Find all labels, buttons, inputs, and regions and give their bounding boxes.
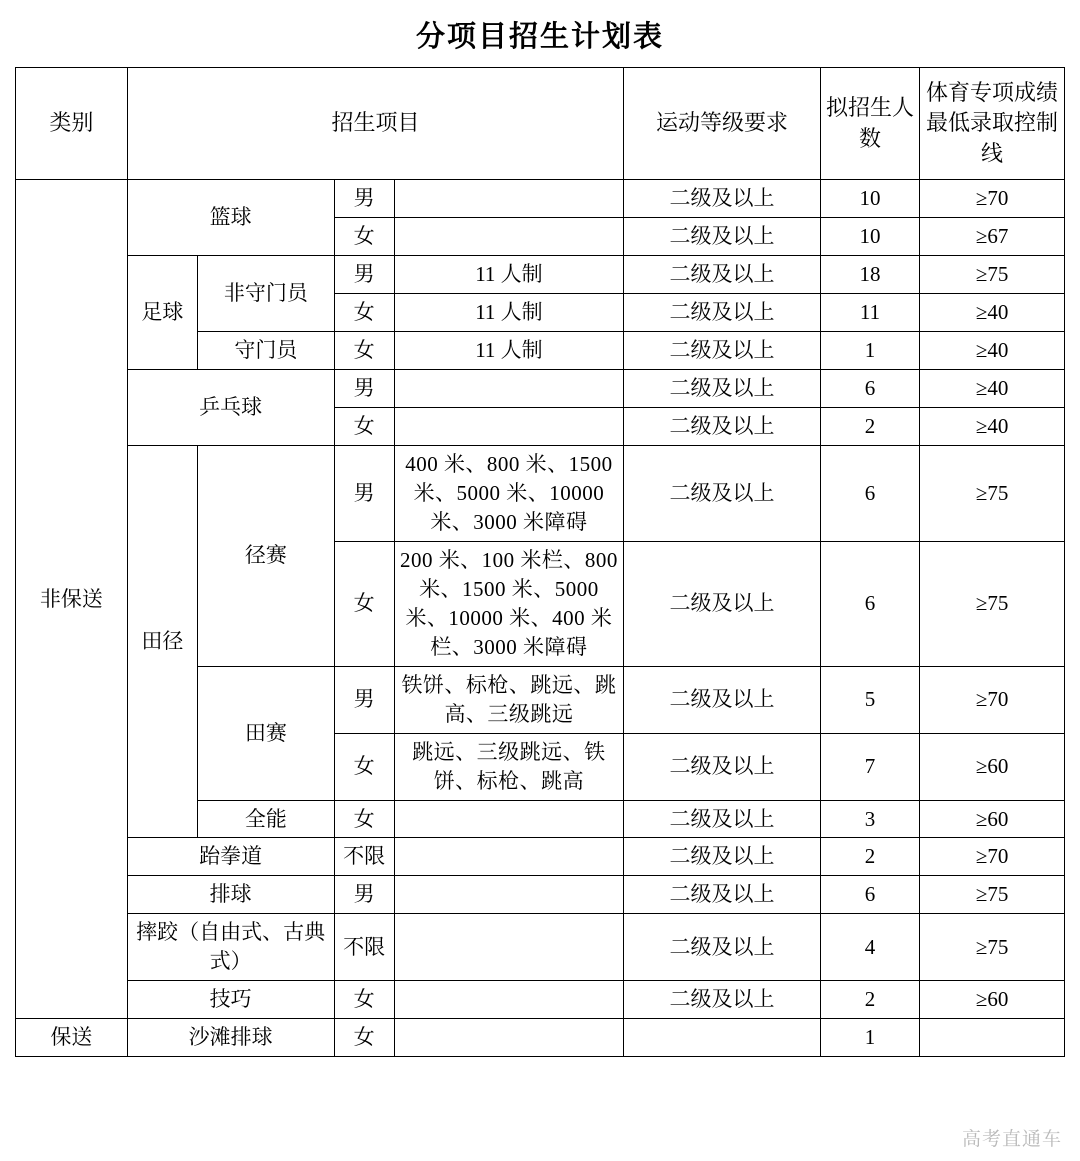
cell-gender: 女 bbox=[334, 1019, 394, 1057]
cell-gender: 不限 bbox=[334, 838, 394, 876]
cell-sport-football: 足球 bbox=[127, 256, 197, 370]
cell-level: 二级及以上 bbox=[624, 407, 821, 445]
cell-gender: 女 bbox=[334, 981, 394, 1019]
header-category: 类别 bbox=[16, 68, 128, 180]
cell-detail bbox=[394, 838, 624, 876]
cell-score: ≥60 bbox=[920, 733, 1065, 800]
cell-gender: 女 bbox=[334, 541, 394, 666]
cell-level: 二级及以上 bbox=[624, 218, 821, 256]
cell-score: ≥75 bbox=[920, 876, 1065, 914]
cell-level bbox=[624, 1019, 821, 1057]
table-row bbox=[16, 876, 1065, 914]
cell-quota: 6 bbox=[820, 369, 919, 407]
cell-score: ≥75 bbox=[920, 541, 1065, 666]
cell-sport-beach-volleyball: 沙滩排球 bbox=[127, 1019, 334, 1057]
cell-gender: 男 bbox=[334, 369, 394, 407]
cell-detail bbox=[394, 914, 624, 981]
cell-sport-table-tennis: 乒乓球 bbox=[127, 369, 334, 445]
cell-level: 二级及以上 bbox=[624, 369, 821, 407]
cell-quota: 5 bbox=[820, 666, 919, 733]
cell-level: 二级及以上 bbox=[624, 541, 821, 666]
cell-score: ≥60 bbox=[920, 981, 1065, 1019]
cell-detail bbox=[394, 800, 624, 838]
cell-gender: 男 bbox=[334, 876, 394, 914]
table-row bbox=[16, 1019, 1065, 1057]
header-quota: 拟招生人数 bbox=[820, 68, 919, 180]
cell-level: 二级及以上 bbox=[624, 800, 821, 838]
cell-level: 二级及以上 bbox=[624, 838, 821, 876]
cell-gender: 女 bbox=[334, 800, 394, 838]
cell-score: ≥75 bbox=[920, 256, 1065, 294]
cell-gender: 女 bbox=[334, 293, 394, 331]
cell-level: 二级及以上 bbox=[624, 666, 821, 733]
cell-gender: 女 bbox=[334, 733, 394, 800]
cell-score: ≥70 bbox=[920, 838, 1065, 876]
table-row bbox=[16, 914, 1065, 981]
page-title: 分项目招生计划表 bbox=[415, 21, 664, 53]
cell-quota: 2 bbox=[820, 838, 919, 876]
cell-score: ≥75 bbox=[920, 914, 1065, 981]
cell-detail: 200 米、100 米栏、800 米、1500 米、5000 米、10000 米、400 米栏、3000 米障碍 bbox=[394, 541, 624, 666]
cell-quota: 3 bbox=[820, 800, 919, 838]
cell-sub-outfield: 非守门员 bbox=[198, 256, 335, 332]
cell-sub-track: 径赛 bbox=[198, 445, 335, 666]
admission-plan-table bbox=[15, 67, 1065, 1057]
cell-quota: 10 bbox=[820, 218, 919, 256]
cell-level: 二级及以上 bbox=[624, 914, 821, 981]
cell-detail bbox=[394, 218, 624, 256]
cell-score: ≥60 bbox=[920, 800, 1065, 838]
cell-detail bbox=[394, 876, 624, 914]
cell-gender: 不限 bbox=[334, 914, 394, 981]
cell-score: ≥70 bbox=[920, 666, 1065, 733]
cell-detail: 11 人制 bbox=[394, 331, 624, 369]
header-level: 运动等级要求 bbox=[624, 68, 821, 180]
cell-sport-basketball: 篮球 bbox=[127, 180, 334, 256]
cell-detail bbox=[394, 981, 624, 1019]
cell-score bbox=[920, 1019, 1065, 1057]
cell-quota: 1 bbox=[820, 1019, 919, 1057]
cell-quota: 6 bbox=[820, 445, 919, 541]
cell-sport-volleyball: 排球 bbox=[127, 876, 334, 914]
cell-detail bbox=[394, 407, 624, 445]
cell-detail bbox=[394, 1019, 624, 1057]
cell-level: 二级及以上 bbox=[624, 733, 821, 800]
cell-score: ≥40 bbox=[920, 293, 1065, 331]
cell-level: 二级及以上 bbox=[624, 445, 821, 541]
cell-detail bbox=[394, 180, 624, 218]
cell-level: 二级及以上 bbox=[624, 180, 821, 218]
cell-score: ≥75 bbox=[920, 445, 1065, 541]
table-row bbox=[16, 981, 1065, 1019]
cell-quota: 2 bbox=[820, 407, 919, 445]
cell-level: 二级及以上 bbox=[624, 256, 821, 294]
cell-category-non-recommend: 非保送 bbox=[16, 180, 128, 1019]
cell-gender: 男 bbox=[334, 180, 394, 218]
table-row bbox=[16, 445, 1065, 541]
cell-detail: 11 人制 bbox=[394, 256, 624, 294]
table-row bbox=[16, 256, 1065, 294]
table-row bbox=[16, 180, 1065, 218]
cell-quota: 1 bbox=[820, 331, 919, 369]
cell-level: 二级及以上 bbox=[624, 293, 821, 331]
cell-sport-acrobatics: 技巧 bbox=[127, 981, 334, 1019]
cell-quota: 4 bbox=[820, 914, 919, 981]
header-program: 招生项目 bbox=[127, 68, 624, 180]
cell-detail: 铁饼、标枪、跳远、跳高、三级跳远 bbox=[394, 666, 624, 733]
cell-gender: 女 bbox=[334, 407, 394, 445]
cell-sport-athletics: 田径 bbox=[127, 445, 197, 838]
cell-sub-allround: 全能 bbox=[198, 800, 335, 838]
table-header bbox=[16, 68, 1065, 180]
cell-gender: 女 bbox=[334, 331, 394, 369]
cell-gender: 女 bbox=[334, 218, 394, 256]
cell-gender: 男 bbox=[334, 666, 394, 733]
cell-level: 二级及以上 bbox=[624, 876, 821, 914]
cell-level: 二级及以上 bbox=[624, 981, 821, 1019]
header-score: 体育专项成绩最低录取控制线 bbox=[920, 68, 1065, 180]
cell-category-recommend: 保送 bbox=[16, 1019, 128, 1057]
cell-sport-taekwondo: 跆拳道 bbox=[127, 838, 334, 876]
cell-detail: 11 人制 bbox=[394, 293, 624, 331]
cell-sport-wrestling: 摔跤（自由式、古典式） bbox=[127, 914, 334, 981]
cell-score: ≥70 bbox=[920, 180, 1065, 218]
cell-detail: 400 米、800 米、1500 米、5000 米、10000 米、3000 米障碍 bbox=[394, 445, 624, 541]
cell-sub-goalkeeper: 守门员 bbox=[198, 331, 335, 369]
cell-quota: 2 bbox=[820, 981, 919, 1019]
cell-level: 二级及以上 bbox=[624, 331, 821, 369]
cell-detail: 跳远、三级跳远、铁饼、标枪、跳高 bbox=[394, 733, 624, 800]
cell-quota: 10 bbox=[820, 180, 919, 218]
table-row bbox=[16, 838, 1065, 876]
cell-sub-field: 田赛 bbox=[198, 666, 335, 800]
cell-quota: 7 bbox=[820, 733, 919, 800]
cell-quota: 11 bbox=[820, 293, 919, 331]
cell-gender: 男 bbox=[334, 256, 394, 294]
watermark-text: 高考直通车 bbox=[961, 1129, 1062, 1150]
cell-score: ≥40 bbox=[920, 407, 1065, 445]
cell-quota: 18 bbox=[820, 256, 919, 294]
cell-detail bbox=[394, 369, 624, 407]
table-header-row bbox=[16, 68, 1065, 180]
cell-score: ≥40 bbox=[920, 369, 1065, 407]
cell-quota: 6 bbox=[820, 541, 919, 666]
table-body bbox=[16, 180, 1065, 1057]
cell-gender: 男 bbox=[334, 445, 394, 541]
cell-score: ≥40 bbox=[920, 331, 1065, 369]
table-row bbox=[16, 369, 1065, 407]
cell-score: ≥67 bbox=[920, 218, 1065, 256]
cell-quota: 6 bbox=[820, 876, 919, 914]
